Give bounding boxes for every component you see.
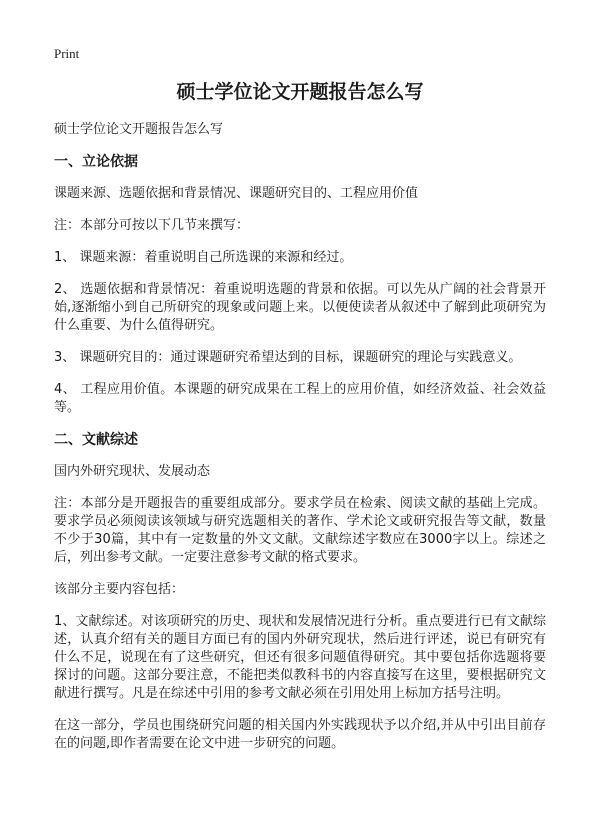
paragraph: 注：本部分是开题报告的重要组成部分。要求学员在检索、阅读文献的基础上完成。要求学员必须阅读该领域与研究选题相关的著作、学术论文或研究报告等文献，数量不少于30篇，其中有一定数量的外文文献。文献综述字数应在3000字以上。综述之后，列出参考文献。一定要注意参考文献的格式要求。	[54, 496, 546, 565]
paragraph: 1、文献综述。对该项研究的历史、现状和发展情况进行分析。重点要进行已有文献综述，认真介绍有关的题目方面已有的国内外研究现状，然后进行评述，说已有研究有什么不足，说现在有了这些研究，但还有很多问题值得研究。其中要包括你选题将要探讨的问题。这部分要注意，不能把类似教科书的内容直接写在这里，要根据研究文献进行撰写。凡是在综述中引用的参考文献必须在引用处用上标加方括号注明。	[54, 614, 546, 701]
paragraph: 4、 工程应用价值。本课题的研究成果在工程上的应用价值，如经济效益、社会效益等。	[54, 382, 546, 415]
paragraph: 课题来源、选题依据和背景情况、课题研究目的、工程应用价值	[54, 186, 419, 201]
print-label: Print	[54, 46, 80, 61]
document-title: 硕士学位论文开题报告怎么写	[176, 81, 424, 103]
document-subtitle: 硕士学位论文开题报告怎么写	[54, 122, 224, 137]
paragraph: 在这一部分，学员也围绕研究问题的相关国内外实践现状予以介绍,并从中引出目前存在的问题,即作者需要在论文中进一步研究的问题。	[54, 718, 546, 751]
paragraph: 该部分主要内容包括：	[54, 582, 185, 597]
paragraph: 国内外研究现状、发展动态	[54, 464, 211, 479]
section-heading-basis: 一、立论依据	[54, 154, 138, 170]
paragraph: 2、 选题依据和背景情况：着重说明选题的背景和依据。可以先从广阔的社会背景开始,逐渐缩小到自己所研究的现象或问题上来。以便使读者从叙述中了解到此项研究为什么重要、为什么值得研究。	[54, 282, 546, 333]
paragraph: 3、 课题研究目的：通过课题研究希望达到的目标，课题研究的理论与实践意义。	[54, 350, 522, 365]
paragraph: 1、 课题来源：着重说明自己所选课的来源和经过。	[54, 250, 353, 265]
paragraph: 注：本部分可按以下几节来撰写：	[54, 218, 250, 233]
section-heading-literature: 二、文献综述	[54, 432, 138, 448]
